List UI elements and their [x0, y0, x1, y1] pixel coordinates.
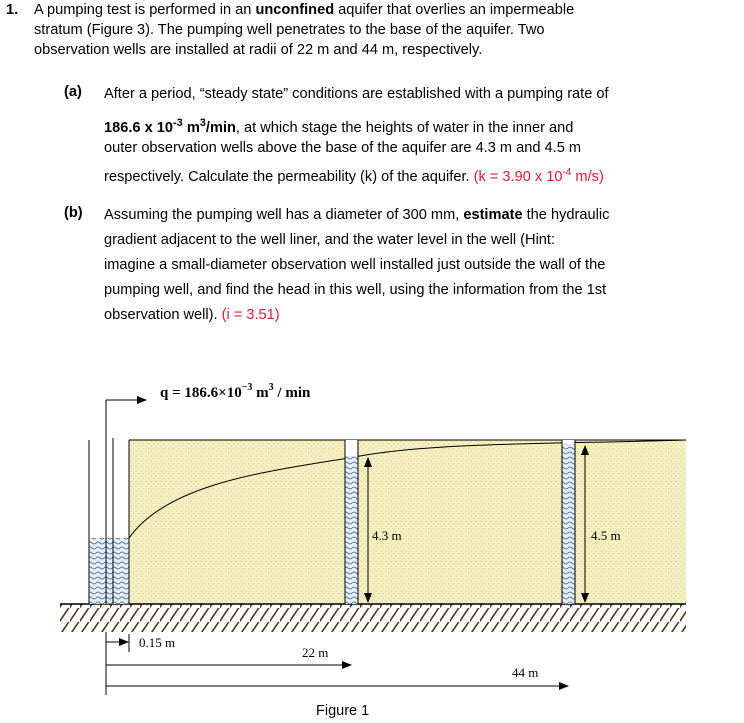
part-a-line-1: After a period, “steady state” conditions are established with a pumping rate of	[104, 86, 609, 102]
part-b-line-1: Assuming the pumping well has a diameter of 300 mm, estimate the hydraulic	[104, 207, 610, 223]
pumping-well-water	[89, 538, 129, 604]
obs-well-1-water	[345, 456, 358, 604]
obs-well-2-water	[562, 444, 575, 604]
question-number: 1.	[6, 2, 19, 18]
part-b-answer: (i = 3.51)	[221, 307, 280, 323]
radius-2-label: 44 m	[512, 665, 539, 680]
part-a-line-4: respectively. Calculate the permeability (k) of the aquifer. (k = 3.90 x $10^{-4}$ m/s)	[104, 167, 604, 185]
part-b-label: (b)	[64, 205, 83, 221]
part-a-label: (a)	[64, 84, 82, 100]
part-b-line-5: observation well). (i = 3.51)	[104, 307, 280, 323]
figure-caption: Figure 1	[316, 703, 370, 719]
part-b-line-2: gradient adjacent to the well liner, and the water level in the well (Hint:	[104, 232, 556, 248]
intro-line-1: A pumping test is performed in an unconfined aquifer that overlies an impermeable	[34, 2, 575, 18]
part-a-line-2: 186.6 x $10^{-3}$ $m^3/\min$, at which stage the heights of water in the inner and	[104, 117, 574, 136]
radius-pump-label: 0.15 m	[139, 635, 176, 650]
radius-1-label: 22 m	[302, 645, 329, 660]
part-b-line-3: imagine a small-diameter observation well installed just outside the wall of the	[104, 257, 606, 273]
aquifer-soil	[129, 440, 686, 604]
intro-line-3: observation wells are installed at radii of 22 m and 44 m, respectively.	[34, 42, 483, 58]
intro-line-2: stratum (Figure 3). The pumping well penetrates to the base of the aquifer. Two	[34, 22, 545, 38]
obs-well-2-height-label: 4.5 m	[591, 528, 621, 543]
part-a-answer: (k = 3.90 x $10^{-4}$ m/s)	[473, 167, 604, 185]
aquifer-figure	[0, 370, 744, 723]
impermeable-base	[60, 604, 686, 632]
part-a-line-3: outer observation wells above the base of the aquifer are 4.3 m and 4.5 m	[104, 140, 582, 156]
part-b-line-4: pumping well, and find the head in this well, using the information from the 1st	[104, 282, 607, 298]
flow-rate-label: $q = 186.6\times 10^{-3}$ $m^3$ / min	[160, 382, 311, 401]
obs-well-1-height-label: 4.3 m	[372, 528, 402, 543]
